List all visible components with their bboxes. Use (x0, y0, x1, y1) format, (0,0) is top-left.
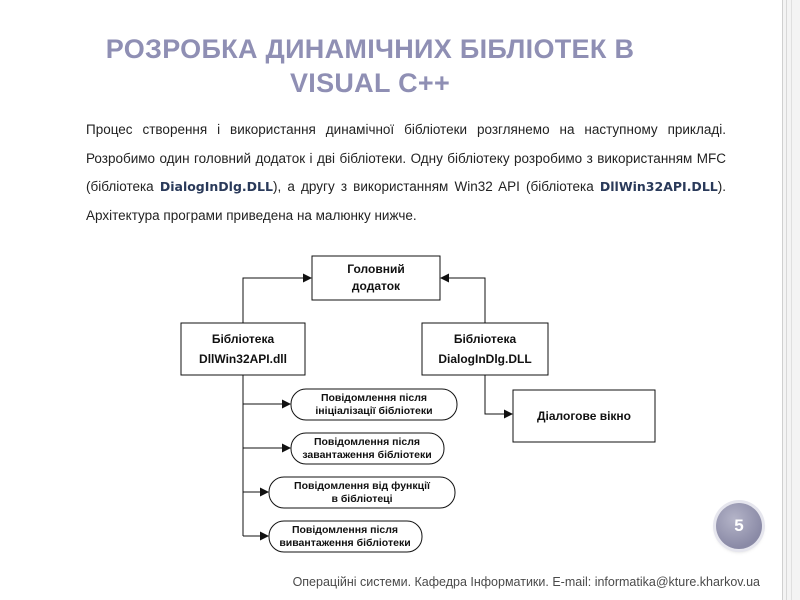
message-from-function-line2: в бібліотеці (331, 493, 393, 505)
message-after-unload-line1: Повідомлення після (291, 524, 399, 536)
lib-mfc-label-line1: Бібліотека (453, 332, 517, 346)
arrow-lib-mfc-to-main (441, 278, 485, 323)
paragraph-text-1: Процес створення і використання динамічної бібліотеки розглянемо на наступному прикладі. Розробимо один головний додаток і дві бібліотеки. Одну бібліотеку розробимо з використанням MFC (бібліотека (86, 122, 726, 194)
slide-edge-line (782, 0, 783, 600)
message-from-function (269, 477, 455, 508)
library-name-win32: DllWin32API.DLL (599, 179, 718, 194)
message-after-init-line2: ініціалізації бібліотеки (315, 405, 433, 417)
footer-text: Операційні системи. Кафедра Інформатики. E-mail: informatika@kture.kharkov.ua (292, 575, 760, 589)
lib-mfc-label-line2: DialogInDlg.DLL (438, 352, 532, 366)
main-app-label-line2: додаток (351, 279, 401, 293)
message-after-load (291, 433, 444, 464)
lib-mfc-box (422, 323, 548, 375)
main-app-box (312, 256, 440, 300)
message-after-unload-line2: вивантаження бібліотеки (279, 537, 411, 549)
arrow-lib-mfc-to-dialog (485, 374, 512, 414)
arrow-lib-win32-to-main (243, 278, 311, 323)
message-after-unload (269, 521, 422, 552)
main-app-label-line1: Головний (347, 262, 405, 276)
message-after-init (291, 389, 457, 420)
paragraph-text-3: ). Архітектура програми приведена на малюнку нижче. (86, 179, 726, 223)
lib-win32-label-line1: Бібліотека (211, 332, 275, 346)
message-after-load-line2: завантаження бібліотеки (302, 449, 432, 461)
lib-win32-box (181, 323, 305, 375)
title-line-1: РОЗРОБКА ДИНАМІЧНИХ БІБЛІОТЕК В (105, 34, 635, 64)
lib-win32-label-line2: DllWin32API.dll (199, 352, 287, 366)
title-line-2: VISUAL C++ (289, 68, 451, 98)
dialog-window-label: Діалогове вікно (536, 409, 632, 423)
paragraph-text-2: ), а другу з використанням Win32 API (бібліотека (272, 179, 600, 194)
message-after-load-line1: Повідомлення після (313, 436, 421, 448)
message-from-function-line1: Повідомлення від функції (294, 480, 430, 492)
dialog-window-box (513, 390, 655, 442)
message-after-init-line1: Повідомлення після (320, 392, 428, 404)
library-name-mfc: DialogInDlg.DLL (159, 179, 273, 194)
slide-edge-line (791, 0, 792, 600)
slide-edge-line (786, 0, 787, 600)
page-number-badge: 5 (716, 503, 762, 549)
